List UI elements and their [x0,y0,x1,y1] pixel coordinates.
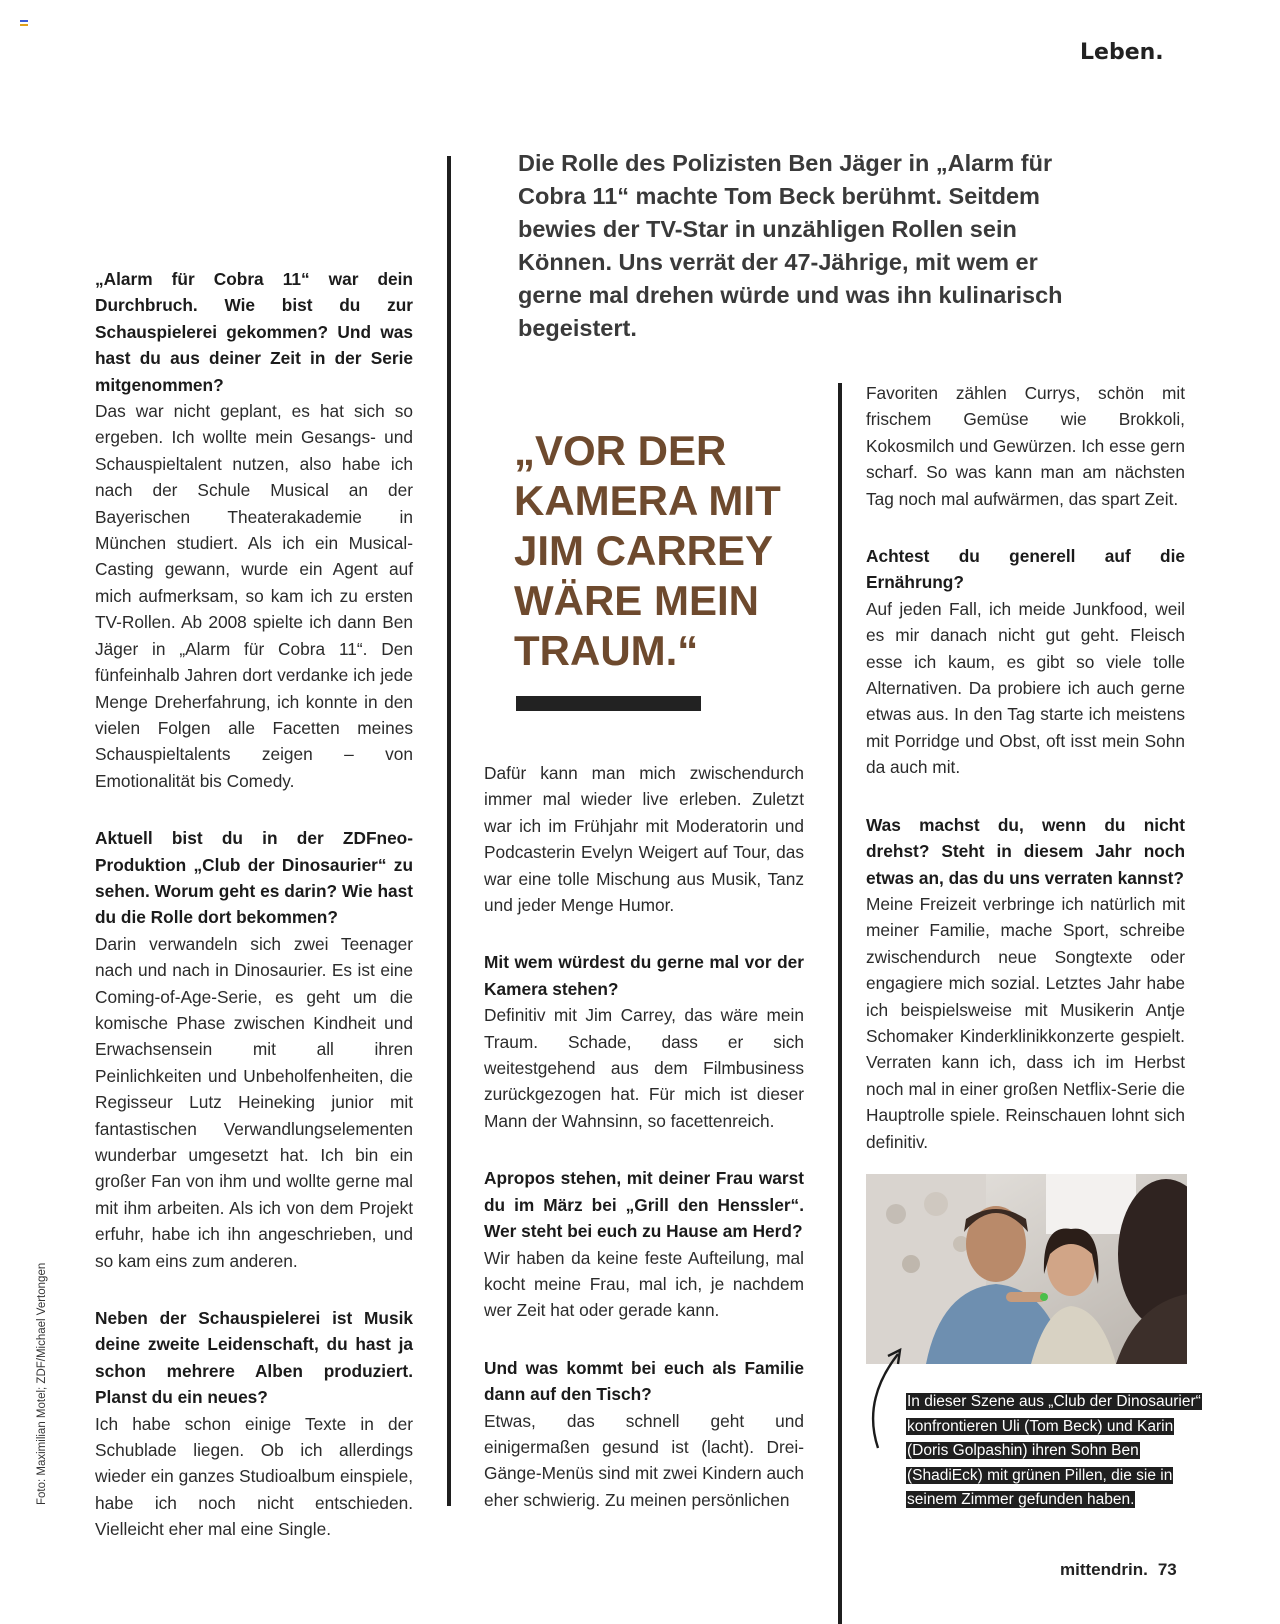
qa-block [866,380,1185,512]
qa-block [866,543,1185,781]
photo-caption [906,1390,1206,1513]
photo-caption-text: In dieser Szene aus „Club der Dinosaurier“ konfrontieren Uli (Tom Beck) und Karin (Doris Golpashin) ihren Sohn Ben (ShadiEck) mit grünen Pillen, die sie in seinem Zimmer gefunden haben. [907,1393,1201,1508]
question: Neben der Schauspielerei ist Musik deine zweite Leidenschaft, du hast ja schon mehrere Alben produziert. Planst du ein neues? [95,1308,413,1408]
section-title: Leben. [1080,40,1164,65]
answer: Definitiv mit Jim Carrey, das wäre mein Traum. Schade, dass er sich weitestgehend aus dem Filmbusiness zurückgezogen hat. Für mich ist dieser Mann der Wahnsinn, so facettenreich. [484,1005,804,1131]
column-rule-right [838,383,842,1624]
question: Apropos stehen, mit deiner Frau warst du im März bei „Grill den Henssler“. Wer steht bei euch zu Hause am Herd? [484,1168,804,1242]
question: Aktuell bist du in der ZDFneo-Produktion „Club der Dinosaurier“ zu sehen. Worum geht es darin? Wie hast du die Rolle dort bekommen? [95,828,413,928]
intro-lead: Die Rolle des Polizisten Ben Jäger in „Alarm für Cobra 11“ machte Tom Beck berühmt. Seitdem bewies der TV-Star in unzähligen Rollen sein Können. Uns verrät der 47-Jährige, mit wem er gerne mal drehen würde und was ihn kulinarisch begeistert. [518,150,1063,341]
qa-block [95,825,413,1274]
article-column-3 [866,380,1185,1186]
qa-block [484,949,804,1134]
answer: Ich habe schon einige Texte in der Schublade liegen. Ob ich allerdings wieder ein ganzes Studioalbum einspiele, habe ich noch nicht entschieden. Vielleicht eher mal eine Single. [95,1413,413,1540]
answer: Favoriten zählen Currys, schön mit frischem Gemüse wie Brokkoli, Kokosmilch und Gewürzen. Ich esse gern scharf. So was kann man am nächsten Tag noch mal aufwärmen, das spart Zeit. [866,383,1185,509]
qa-block [95,1305,413,1543]
column-rule-left [447,156,451,1506]
page-footer [1060,1560,1177,1580]
qa-block [484,1355,804,1513]
page-number: 73 [1157,1560,1177,1579]
magazine-name: mittendrin. [1060,1560,1148,1579]
answer: Auf jeden Fall, ich meide Junkfood, weil es mir danach nicht gut geht. Fleisch esse ich kaum, es gibt so viele tolle Alternativen. Da probiere ich auch gerne etwas aus. In den Tag starte ich meistens mit Porridge und Obst, oft isst mein Sohn da auch mit. [866,598,1185,778]
question: Was machst du, wenn du nicht drehst? Steht in diesem Jahr noch etwas an, das du uns verraten kannst? [866,814,1185,888]
question: Und was kommt bei euch als Familie dann auf den Tisch? [484,1357,804,1405]
answer: Dafür kann man mich zwischendurch immer mal wieder live erleben. Zuletzt war ich im Frühjahr mit Moderatorin und Podcasterin Evelyn Weigert auf Tour, das war eine tolle Mischung aus Musik, Tanz und jeder Menge Humor. [484,763,804,916]
question: Achtest du generell auf die Ernährung? [866,546,1185,593]
article-column-1 [95,266,413,1574]
scene-photo [866,1174,1187,1364]
answer: Meine Freizeit verbringe ich natürlich mit meiner Familie, mache Sport, schreibe zwischendurch neue Songtexte oder engagiere mich sozial. Letztes Jahr habe ich beispielsweise mit Musikerin Antje Schomaker Kinderklinikkonzerte gespielt. Verraten kann ich, dass ich im Herbst noch mal in einer großen Netflix-Serie die Hauptrolle spiele. Reinschauen lohnt sich definitiv. [866,893,1185,1152]
question: Mit wem würdest du gerne mal vor der Kamera stehen? [484,952,804,999]
answer: Wir haben da keine feste Aufteilung, mal kocht meine Frau, mal ich, je nachdem wer Zeit hat oder gerade kann. [484,1247,804,1321]
photo-credit: Foto: Maximilian Motel; ZDF/Michael Vertongen [36,1262,48,1505]
article-column-2 [484,760,804,1544]
qa-block [866,812,1185,1155]
qa-block [484,1165,804,1323]
pull-quote: „VOR DER KAMERA MIT JIM CARREY WÄRE MEIN TRAUM.“ [514,427,781,674]
qa-block [95,266,413,794]
scene-photo-illustration [866,1174,1187,1364]
qa-block [484,760,804,918]
flag-icon [20,20,28,26]
question: „Alarm für Cobra 11“ war dein Durchbruch. Wie bist du zur Schauspielerei gekommen? Und was hast du aus deiner Zeit in der Serie mitgenommen? [95,269,413,395]
answer: Das war nicht geplant, es hat sich so ergeben. Ich wollte mein Gesangs- und Schauspieltalent nutzen, also habe ich nach der Schule Musical an der Bayerischen Theaterakademie in München studiert. Als ich ein Musical-Casting gewann, wurde ein Agent auf mich aufmerksam, so kam ich zu ersten TV-Rollen. Ab 2008 spielte ich dann Ben Jäger in „Alarm für Cobra 11“. Den fünfeinhalb Jahren dort verdanke ich jede Menge Dreherfahrung, ich konnte in den vielen Folgen alle Facetten meines Schauspieltalents zeigen – von Emotionalität bis Comedy. [95,401,413,791]
answer: Etwas, das schnell geht und einigermaßen gesund ist (lacht). Drei-Gänge-Menüs sind mit zwei Kindern auch eher schwierig. Zu meinen persönlichen [484,1410,804,1510]
answer: Darin verwandeln sich zwei Teenager nach und nach in Dinosaurier. Es ist eine Coming-of-Age-Serie, es geht um die komische Phase zwischen Kindheit und Erwachsensein mit all ihren Peinlichkeiten und Unbeholfenheiten, die Regisseur Lutz Heineking junior mit fantastischen Verwandlungselementen wunderbar umgesetzt hat. Ich bin ein großer Fan von ihm und wollte gerne mal mit ihm arbeiten. Als ich von dem Projekt erfuhr, habe ich ihn angeschrieben, und so kam eins zum anderen. [95,933,413,1271]
pull-quote-bar [516,696,701,711]
